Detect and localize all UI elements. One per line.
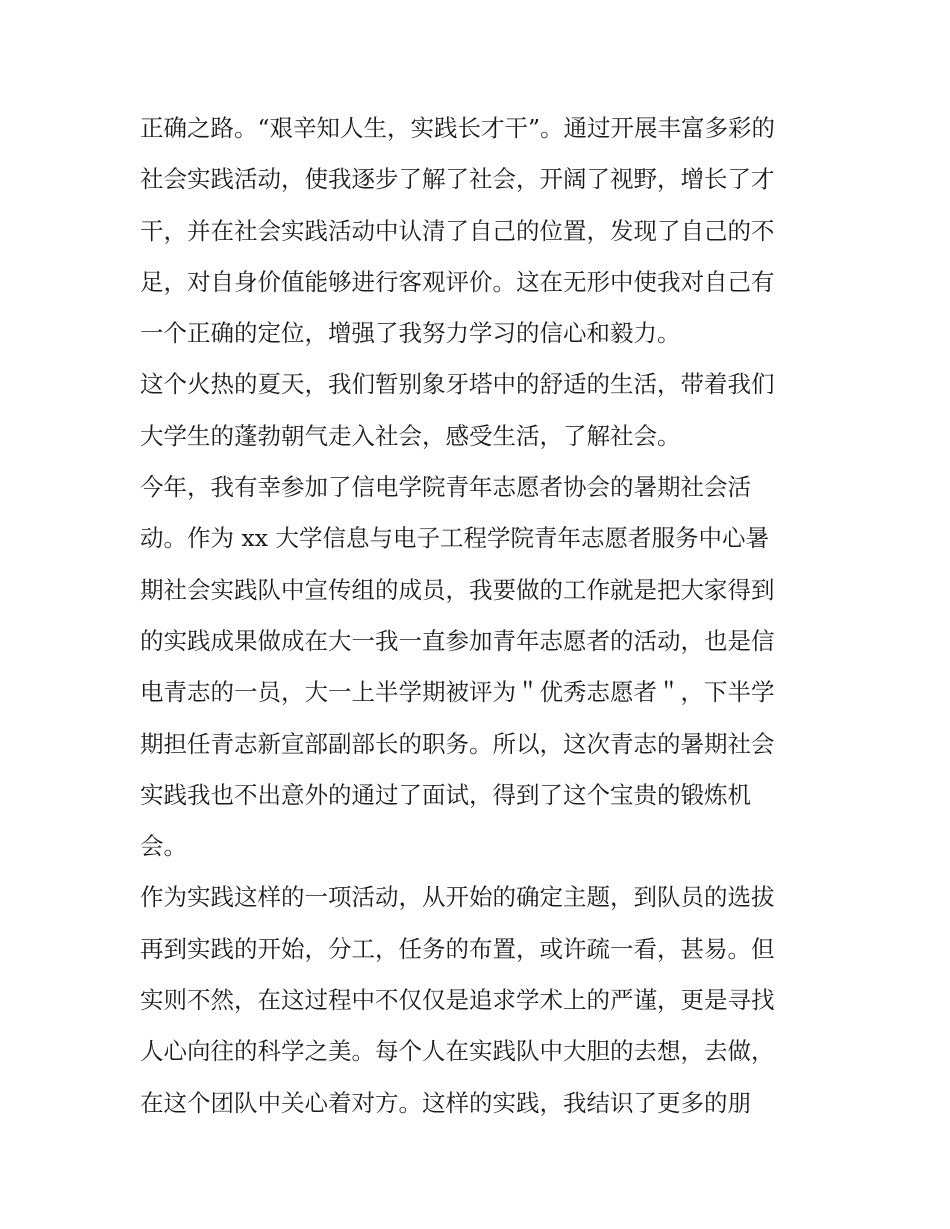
text-line: 正确之路。“艰辛知人生，实践长才干”。通过开展丰富多彩的 [140, 114, 776, 142]
text-line: 再到实践的开始，分工，任务的布置，或许疏一看，甚易。但 [140, 934, 775, 963]
text-line: 动。作为 xx 大学信息与电子工程学院青年志愿者服务中心暑 [140, 524, 769, 553]
text-line: 实则不然，在这过程中不仅仅是追求学术上的严谨，更是寻找 [140, 986, 775, 1015]
text-line: 的实践成果做成在大一我一直参加青年志愿者的活动，也是信 [140, 626, 775, 655]
text-line: 今年，我有幸参加了信电学院青年志愿者协会的暑期社会活 [140, 473, 751, 502]
text-line: 会。 [140, 832, 187, 861]
text-line: 这个火热的夏天，我们暂别象牙塔中的舒适的生活，带着我们 [140, 370, 775, 399]
text-line: 期社会实践队中宣传组的成员，我要做的工作就是把大家得到 [140, 575, 775, 604]
text-line: 人心向往的科学之美。每个人在实践队中大胆的去想，去做， [140, 1037, 775, 1066]
text-line: 在这个团队中关心着对方。这样的实践，我结识了更多的朋 [140, 1088, 751, 1117]
text-line: 实践我也不出意外的通过了面试，得到了这个宝贵的锻炼机 [140, 780, 751, 809]
text-line: 一个正确的定位，增强了我努力学习的信心和毅力。 [140, 319, 681, 348]
text-line: 作为实践这样的一项活动，从开始的确定主题，到队员的选拔 [140, 883, 775, 912]
body-text [140, 103, 820, 1129]
text-line: 干，并在社会实践活动中认清了自己的位置，发现了自己的不 [140, 216, 775, 245]
text-line: 社会实践活动，使我逐步了解了社会，开阔了视野，增长了才 [140, 165, 775, 194]
text-line: 期担任青志新宣部副部长的职务。所以，这次青志的暑期社会 [140, 729, 775, 758]
text-line: 足，对自身价值能够进行客观评价。这在无形中使我对自己有 [140, 267, 775, 296]
text-line: 大学生的蓬勃朝气走入社会，感受生活，了解社会。 [140, 421, 681, 450]
text-line: 电青志的一员，大一上半学期被评为＂优秀志愿者＂，下半学 [140, 678, 775, 707]
